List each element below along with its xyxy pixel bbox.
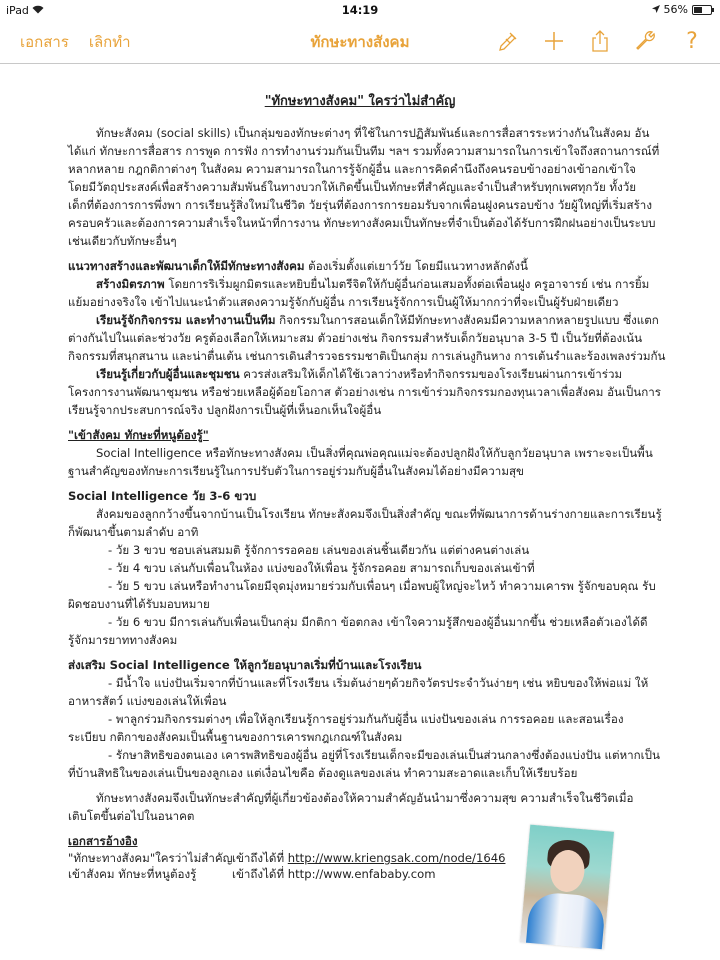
battery-fill	[694, 7, 702, 13]
document-title: ทักษะทางสังคม	[310, 33, 410, 51]
text-line	[68, 142, 668, 160]
reference-label: เข้าสังคม ทักษะที่หนูต้องรู้	[68, 867, 197, 881]
text-line	[68, 257, 668, 275]
text-segment: เติบโตขึ้นต่อไปในอนาคต	[68, 809, 195, 823]
status-right	[652, 3, 712, 16]
text-line	[68, 613, 668, 631]
text-segment: รู้จักมารยาททางสังคม	[68, 633, 178, 647]
text-segment: ก็พัฒนาขึ้นตามลำดับ อาทิ	[68, 525, 199, 539]
text-line	[68, 505, 668, 523]
text-line	[68, 311, 668, 329]
access-label: เข้าถึงได้ที่	[232, 867, 285, 881]
bold-text: สร้างมิตรภาพ	[96, 277, 165, 291]
text-segment: ทักษะทางสังคมจึงเป็นทักษะสำคัญที่ผู้เกี่ยวข้องต้องให้ความสำคัญอันนำมาซึ่งความสุข ความสำเร็จในชีวิตเมื่อ	[96, 791, 634, 805]
battery-icon	[692, 5, 712, 15]
text-segment: ครอบครัวและต้องการความสำเร็จในหน้าที่การงาน ทักษะทางสังคมเป็นทักษะที่จำเป็นต้องได้รับการฝึกฝนอย่างเป็นระบบ	[68, 216, 656, 230]
text-line	[68, 746, 668, 764]
documents-button[interactable]: เอกสาร	[20, 33, 69, 51]
text-segment: โดยการริเริ่มผูกมิตรและหยิบยื่นไมตรีจิตให้กับผู้อื่นก่อนเสมอทั้งต่อเพื่อนฝูง ครูอาจารย์ เช่น การยิ้ม	[164, 277, 650, 291]
text-line	[68, 275, 668, 293]
text-segment: - วัย 5 ขวบ เล่นหรือทำงานโดยมีจุดมุ่งหมายร่วมกับเพื่อนๆ เมื่อพบผู้ใหญ่จะไหว้ ทำความเคารพ รู้จักขอบคุณ รับ	[108, 579, 656, 593]
wrench-icon[interactable]	[632, 27, 660, 55]
share-icon[interactable]	[586, 27, 614, 55]
section	[68, 124, 668, 250]
text-line	[68, 124, 668, 142]
text-line	[68, 656, 668, 674]
text-segment: - รักษาสิทธิของตนเอง เคารพสิทธิของผู้อื่น อยู่ที่โรงเรียนเด็กจะมีของเล่นเป็นส่วนกลางซึ่งต้องแบ่งปัน แต่หากเป็น	[108, 748, 660, 762]
article-title: "ทักษะทางสังคม" ใครว่าไม่สำคัญ	[264, 94, 456, 109]
text-segment: เช่นเดียวกับทักษะอื่นๆ	[68, 234, 177, 248]
text-segment: โดยมีวัตถุประสงค์เพื่อสร้างความสัมพันธ์ในทางบวกให้เกิดขึ้นเป็นทักษะที่สำคัญและจำเป็นสำหรับทุกเพศทุกวัย ทั้งวัย	[68, 180, 637, 194]
text-line	[68, 462, 668, 480]
bold-text: Social Intelligence วัย 3-6 ขวบ	[68, 489, 257, 503]
text-segment: - วัย 6 ขวบ มีการเล่นกับเพื่อนเป็นกลุ่ม มีกติกา ข้อตกลง เข้าใจความรู้สึกของผู้อื่นมากขึ้น ช่วยเหลือตัวเองได้ดี	[108, 615, 648, 629]
text-segment: สังคมของลูกกว้างขึ้นจากบ้านเป็นโรงเรียน ทักษะสังคมจึงเป็นสิ่งสำคัญ ขณะที่พัฒนาการด้านร่างกายและการเรียนรู้	[96, 507, 662, 521]
bold-text: เรียนรู้เกี่ยวกับผู้อื่นและชุมชน	[96, 367, 240, 381]
text-segment: ต้องเริ่มตั้งแต่เยาว์วัย โดยมีแนวทางหลักดังนี้	[304, 259, 528, 273]
bold-text: เรียนรู้จักกิจกรรม และทำงานเป็นทีม	[96, 313, 276, 327]
text-segment: หลากหลาย กฎกติกาต่างๆ ในสังคม ความสามารถในการรู้จักผู้อื่น และการคิดคำนึงถึงคนรอบข้างอย่างเข้าอกเข้าใจ	[68, 162, 636, 176]
location-icon	[652, 3, 660, 16]
text-segment: ทักษะสังคม (social skills) เป็นกลุ่มของทักษะต่างๆ ที่ใช้ในการปฏิสัมพันธ์และการสื่อสารระหว่างกันในสังคม อัน	[96, 126, 650, 140]
battery-percent: 56%	[663, 3, 688, 16]
text-segment: ที่บ้านสิทธิในของเล่นเป็นของลูกเอง แต่เงื่อนไขคือ ต้องดูแลของเล่น ทำความสะอาดและเก็บให้เรียบร้อย	[68, 766, 578, 780]
text-segment: - วัย 3 ขวบ ชอบเล่นสมมติ รู้จักการรอคอย เล่นของเล่นชิ้นเดียวกัน แต่ต่างคนต่างเล่น	[108, 543, 530, 557]
text-segment: เรียนรู้จากประสบการณ์จริง ปลูกฝังการเป็นผู้ที่เห็นอกเห็นใจผู้อื่น	[68, 403, 382, 417]
text-segment: เด็กที่ต้องการการพึ่งพา การเรียนรู้สิ่งใหม่ในชีวิต วัยรุ่นที่ต้องการการยอมรับจากเพื่อนฝูงคนรอบข้าง วัยผู้ใหญ่ที่เริ่มสร้าง	[68, 198, 652, 212]
undo-button[interactable]: เลิกทำ	[88, 33, 131, 51]
text-line	[68, 293, 668, 311]
paintbrush-icon[interactable]	[494, 27, 522, 55]
text-line	[68, 807, 668, 825]
text-segment: ผิดชอบงานที่ได้รับมอบหมาย	[68, 597, 210, 611]
text-line	[68, 577, 668, 595]
article-body	[68, 124, 668, 889]
text-line	[68, 674, 668, 692]
text-line	[68, 329, 668, 347]
text-line	[68, 541, 668, 559]
text-line	[68, 347, 668, 365]
document-page	[0, 64, 720, 960]
text-segment: อาหารสัตว์ แบ่งของเล่นให้เพื่อน	[68, 694, 227, 708]
text-segment: ได้แก่ ทักษะการสื่อสาร การพูด การฟัง การทำงานร่วมกันเป็นทีม ฯลฯ รวมทั้งความสามารถในการเข้าใจถึงสถานการณ์ที่	[68, 144, 660, 158]
text-line	[68, 764, 668, 782]
text-line	[68, 789, 668, 807]
text-line	[68, 487, 668, 505]
section	[68, 789, 668, 825]
text-segment: ต่างกันไปในแต่ละช่วงวัย ครูต้องเลือกให้เหมาะสม ตัวอย่างเช่น กิจกรรมสำหรับเด็กวัยอนุบาล 3-5 ปี เป็นวัยที่ต้องเน้น	[68, 331, 643, 345]
device-name: iPad	[6, 4, 29, 17]
text-line	[68, 631, 668, 649]
text-segment: - พาลูกร่วมกิจกรรมต่างๆ เพื่อให้ลูกเรียนรู้การอยู่ร่วมกันกับผู้อื่น แบ่งปันของเล่น การรอคอย และสอนเรื่อง	[108, 712, 624, 726]
text-line	[68, 196, 668, 214]
section	[68, 257, 668, 419]
text-line	[68, 401, 668, 419]
text-line	[68, 383, 668, 401]
toolbar	[0, 20, 720, 64]
access-label: เข้าถึงได้ที่	[232, 851, 285, 865]
text-segment: ควรส่งเสริมให้เด็กได้ใช้เวลาว่างหรือทำกิจกรรมของโรงเรียนผ่านการเข้าร่วม	[239, 367, 623, 381]
bold-text: ส่งเสริม Social Intelligence ให้ลูกวัยอนุบาลเริ่มที่บ้านและโรงเรียน	[68, 658, 422, 672]
text-line	[68, 523, 668, 541]
text-segment: - มีน้ำใจ แบ่งปันเริ่มจากที่บ้านและที่โรงเรียน เริ่มต้นง่ายๆด้วยกิจวัตรประจำวันง่ายๆ เช่น หยิบของให้พ่อแม่ ให้	[108, 676, 649, 690]
section	[68, 487, 668, 649]
photo-shirt	[525, 891, 606, 950]
section	[68, 656, 668, 782]
status-bar	[0, 0, 720, 20]
text-line	[68, 160, 668, 178]
text-segment: กิจกรรมที่สนุกสนาน และน่าตื่นเต้น เช่นการเดินสำรวจธรรมชาติเป็นกลุ่ม การเล่นงูกินหาง การเต้นรำและร้องเพลงร่วมกัน	[68, 349, 666, 363]
bold-text: "เข้าสังคม ทักษะที่หนูต้องรู้"	[68, 428, 209, 442]
clock: 14:19	[341, 3, 379, 17]
text-segment: - วัย 4 ขวบ เล่นกับเพื่อนในห้อง แบ่งของให้เพื่อน รู้จักรอคอย สามารถเก็บของเล่นเข้าที่	[108, 561, 535, 575]
help-icon[interactable]: ?	[686, 28, 698, 54]
text-line	[68, 426, 668, 444]
text-segment: กิจกรรมในการสอนเด็กให้มีทักษะทางสังคมมีความหลากหลายรูปแบบ ซึ่งแตก	[275, 313, 659, 327]
reference-label: "ทักษะทางสังคม"ใครว่าไม่สำคัญ	[68, 851, 233, 865]
text-line	[68, 692, 668, 710]
section	[68, 426, 668, 480]
plus-icon[interactable]	[540, 27, 568, 55]
text-line	[68, 444, 668, 462]
text-line	[68, 559, 668, 577]
reference-access	[232, 866, 436, 882]
reference-url[interactable]: http://www.kriengsak.com/node/1646	[287, 851, 506, 865]
text-line	[68, 365, 668, 383]
text-segment: ฐานสำคัญของทักษะการเรียนรู้ในการปรับตัวในการอยู่ร่วมกับผู้อื่นในสังคมได้อย่างมีความสุข	[68, 464, 524, 478]
text-line	[68, 178, 668, 196]
text-line	[68, 728, 668, 746]
text-line	[68, 595, 668, 613]
author-photo	[520, 825, 614, 950]
text-line	[68, 214, 668, 232]
bold-text: แนวทางสร้างและพัฒนาเด็กให้มีทักษะทางสังคม	[68, 259, 305, 273]
text-line	[68, 710, 668, 728]
reference-url[interactable]: http://www.enfababy.com	[287, 867, 436, 881]
references-heading: เอกสารอ้างอิง	[68, 834, 138, 848]
text-line	[68, 232, 668, 250]
text-segment: ระเบียบ กติกาของสังคมเป็นพื้นฐานของการเคารพกฎเกณฑ์ในสังคม	[68, 730, 403, 744]
text-segment: Social Intelligence หรือทักษะทางสังคม เป็นสิ่งที่คุณพ่อคุณแม่จะต้องปลูกฝังให้กับลูกวัยอนุบาล เพราะจะเป็นพื้น	[96, 446, 653, 460]
text-segment: โครงการงานพัฒนาชุมชน หรือช่วยเหลือผู้ด้อยโอกาส ตัวอย่างเช่น การเข้าร่วมกิจกรรมกองทุนเวลาเพื่อสังคม อันเป็นการ	[68, 385, 661, 399]
reference-access	[232, 850, 505, 866]
text-segment: แย้มอย่างจริงใจ เข้าไปแนะนำตัวแสดงความรู้จักกับผู้อื่น การเรียนรู้จักการเป็นผู้ให้มากกว่าที่จะเป็นผู้รับฝ่ายเดียว	[68, 295, 619, 309]
